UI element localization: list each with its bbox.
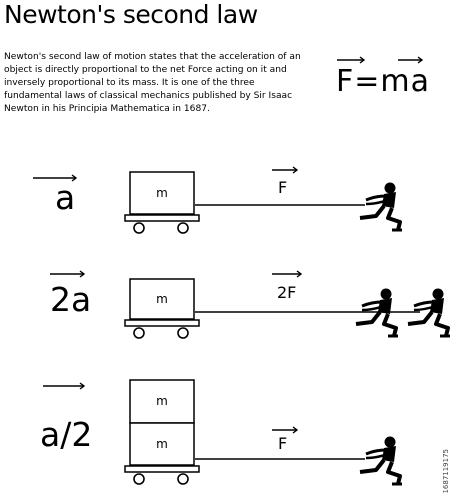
mass-label: m: [156, 437, 168, 451]
formula-text: F=ma: [336, 64, 430, 99]
mass-label: m: [156, 292, 168, 306]
description-line: inversely proportional to its mass. It is one of the three: [4, 78, 255, 88]
force-label: 2F: [277, 283, 297, 302]
row-3: [43, 380, 402, 484]
acceleration-label: a: [55, 178, 76, 217]
mass-label: m: [156, 186, 168, 200]
watermark-id: 1687119175: [442, 449, 450, 494]
mass-label: m: [156, 394, 168, 408]
description-line: object is directly proportional to the net Force acting on it and: [4, 65, 287, 75]
row-2: [50, 271, 450, 338]
row-1: [33, 167, 402, 233]
page-title: Newton's second law: [4, 0, 258, 29]
cart: [125, 466, 199, 484]
description-line: Newton's second law of motion states that the acceleration of an: [4, 52, 301, 62]
acceleration-label: 2a: [50, 280, 92, 319]
description-line: fundamental laws of classical mechanics published by Sir Isaac: [4, 91, 293, 101]
cart: [125, 215, 199, 233]
force-label: F: [278, 178, 288, 197]
cart: [125, 320, 199, 338]
puller-figure: [360, 437, 402, 485]
acceleration-label: a/2: [40, 415, 93, 454]
description-line: Newton in his Principia Mathematica in 1687.: [4, 104, 210, 114]
force-label: F: [278, 434, 288, 453]
puller-figure: [360, 183, 402, 231]
